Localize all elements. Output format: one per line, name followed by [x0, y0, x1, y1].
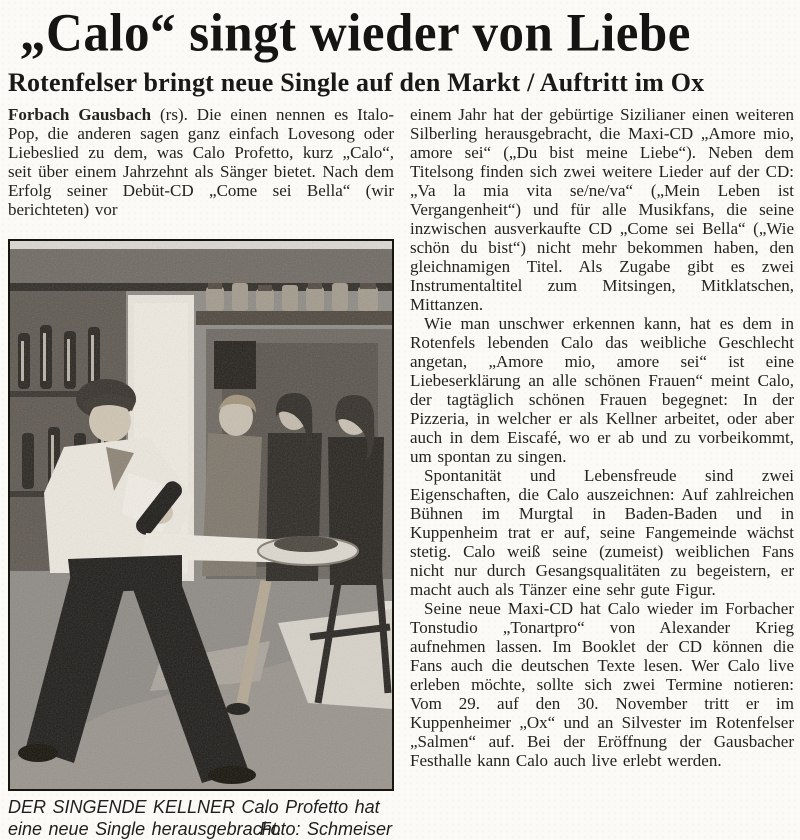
- subheadline: Rotenfelser bringt neue Single auf den Markt / Auftritt im Ox: [8, 68, 705, 97]
- lead-text: (rs). Die einen nennen es Italo-Pop, die anderen sagen ganz einfach Lovesong oder Liebeslied zu dem, was Calo Profetto, kurz „Calo“, seit über einem Jahrzehnt als Sänger bietet. Nach dem Erfolg seiner Debüt-CD „Come sei Bella“ (wir berichteten) vor: [8, 105, 394, 219]
- article-paragraph: einem Jahr hat der gebürtige Sizilianer einen weiteren Silberling herausgebracht, die Maxi-CD „Amore mio, amore sei“ („Du bist meine Liebe“). Neben dem Titelsong finden sich zwei weitere Lieder auf der CD: „Va la mia vita se/ne/va“ („Mein Leben ist Vergangenheit“) und für alle Musikfans, die seine inzwischen ausverkaufte CD „Come sei Bella“ („Wie schön du bist“) nicht mehr bekommen haben, den gleichnamigen Titel. Als Zugabe gibt es zwei Instrumentaltitel zum Mitsingen, Mitklatschen, Mittanzen.: [410, 105, 794, 314]
- photo-caption: DER SINGENDE KELLNER Calo Profetto hat eine neue Single herausgebracht.: [8, 797, 380, 839]
- article-photo: [8, 239, 394, 840]
- photo-grain: [10, 241, 392, 789]
- photo-caption-block: [8, 796, 394, 840]
- column-right: [410, 105, 794, 840]
- photo-credit: Foto: Schmeiser: [259, 819, 392, 839]
- article-paragraph: Wie man unschwer erkennen kann, hat es dem in Rotenfels lebenden Calo das weibliche Geschlecht angetan, „Amore mio, amore sei“ ist eine Liebeserklärung an alle schönen Frauen“ meint Calo, der tagtäglich schönen Frauen begegnet: In der Pizzeria, in welcher er als Kellner arbeitet, oder aber auch in dem Eiscafé, wo er ab und zu vorbeikommt, um spontan zu singen.: [410, 314, 794, 466]
- article-paragraph: [8, 105, 394, 219]
- column-left: [8, 105, 394, 840]
- photo-image: [8, 239, 394, 791]
- article-paragraph: Spontanität und Lebensfreude sind zwei Eigenschaften, die Calo auszeichnen: Auf zahlreichen Bühnen im Murgtal in Baden-Baden und in Kuppenheim trat er auf, seine Fangemeinde wächst stetig. Calo weiß seine (zumeist) weiblichen Fans nicht nur durch Gesangsqualitäten zu begeistern, er macht auch als Tänzer eine sehr gute Figur.: [410, 466, 794, 599]
- article-paragraph: Seine neue Maxi-CD hat Calo wieder im Forbacher Tonstudio „Tonartpro“ von Alexander Krieg aufnehmen lassen. Im Booklet der CD können die Fans auch die deutschen Texte lesen. Wer Calo live erleben möchte, sollte sich zwei Termine notieren: Vom 29. auf den 30. November tritt er im Kuppenheimer „Ox“ und an Silvester im Rotenfelser „Salmen“ auf. Bei der Eröffnung der Gausbacher Festhalle kann Calo auch live erlebt werden.: [410, 599, 794, 770]
- headline: „Calo“ singt wieder von Liebe: [20, 4, 691, 64]
- dateline: Forbach Gausbach: [8, 105, 152, 124]
- article-body: [8, 105, 794, 840]
